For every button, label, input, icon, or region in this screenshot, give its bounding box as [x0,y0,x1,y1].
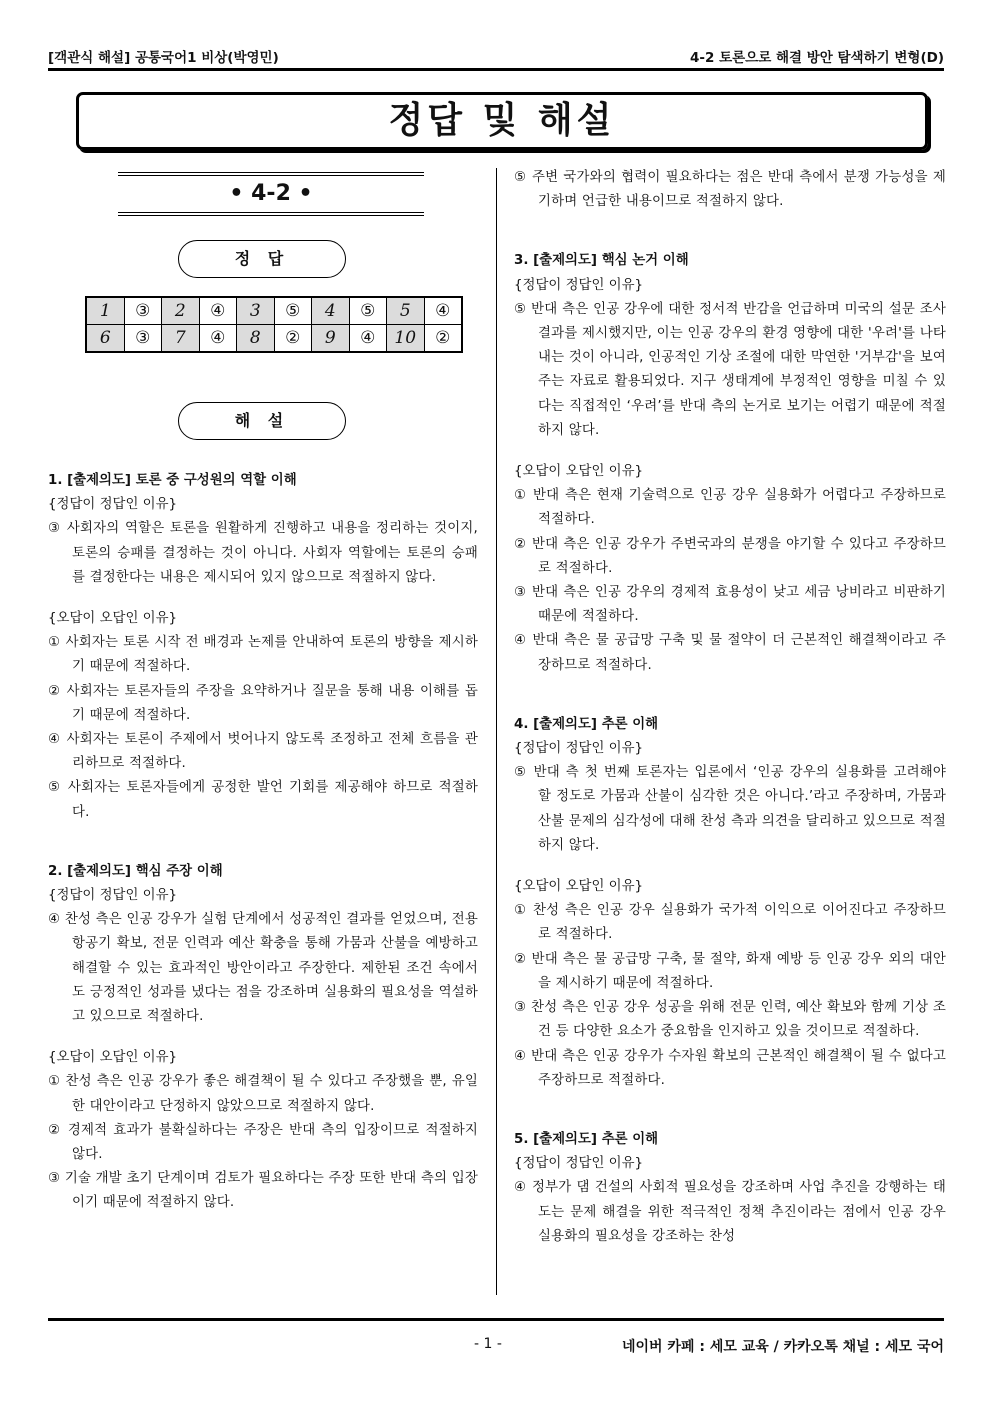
q2-correct-label: {정답이 정답인 이유} [48,888,178,904]
page-title: 정답 및 해설 [76,92,928,150]
q4-correct-label: {정답이 정답인 이유} [514,741,644,757]
question-number: 9 [312,325,350,353]
question-number: 10 [387,325,425,353]
q4-wrong-item: ② 반대 측은 물 공급망 구축, 물 절약, 화재 예방 등 인공 강우 외의 대안을 제시하기 때문에 적절하다. [514,951,946,991]
q2-wrong-item: ⑤ 주변 국가와의 협력이 필요하다는 점은 반대 측에서 분쟁 가능성을 제기하며 언급한 내용이므로 적절하지 않다. [514,170,946,210]
question-number: 5 [387,297,425,325]
q3-wrong-item: ① 반대 측은 현재 기술력으로 인공 강우 실용화가 어렵다고 주장하므로 적절하다. [514,488,946,528]
q3-correct-item: ⑤ 반대 측은 인공 강우에 대한 정서적 반감을 언급하며 미국의 설문 조사 결과를 제시했지만, 이는 인공 강우의 환경 영향에 대한 '우려'를 나타내는 것이 아니라, 인공적인 기상 조절에 대한 막연한 '거부감'을 보여주는 자료로 활용되었다. 지구 생태계에 부정적인 영향을 미칠 수 있다는 직접적인 ‘우려’를 반대 측의 논거로 보기는 어렵기 때문에 적절하지 않다. [514,301,946,438]
q1-correct-label: {정답이 정답인 이유} [48,497,178,513]
question-number: 1 [86,297,124,325]
question-number: 8 [237,325,275,353]
section-heading [118,172,424,216]
answer-value: ④ [349,325,387,353]
q3-wrong-item: ④ 반대 측은 물 공급망 구축 및 물 절약이 더 근본적인 해결책이라고 주장하므로 적절하다. [514,633,946,673]
q2-correct-item: ④ 찬성 측은 인공 강우가 실험 단계에서 성공적인 결과를 얻었으며, 전용 항공기 확보, 전문 인력과 예산 확충을 통해 가뭄과 산불을 예방하고 해결할 수 있는 효과적인 방안이라고 주장한다. 제한된 조건 속에서도 긍정적인 성과를 냈다는 점을 강조하며 실용화의 필요성을 역설하고 있으므로 적절하다. [48,912,478,1025]
question-number: 4 [312,297,350,325]
answer-value: ② [274,325,312,353]
answer-table [85,296,463,353]
answer-value: ⑤ [274,297,312,325]
header-subject: [객관식 해설] 공통국어1 비상(박영민) [48,50,279,66]
q1-title: 1. [출제의도] 토론 중 구성원의 역할 이해 [48,473,297,488]
footer-divider [48,1318,944,1321]
answer-row [86,325,462,353]
q2-wrong-label: {오답이 오답인 이유} [48,1050,178,1066]
q4-wrong-item: ④ 반대 측은 인공 강우가 수자원 확보의 근본적인 해결책이 될 수 없다고 주장하므로 적절하다. [514,1048,946,1088]
q4-correct-item: ⑤ 반대 측 첫 번째 토론자는 입론에서 ‘인공 강우의 실용화를 고려해야 할 정도로 가뭄과 산불이 심각한 것은 아니다.’라고 주장하며, 가뭄과 산불 문제의 심각성에 대해 찬성 측과 의견을 달리하고 있으므로 적절하지 않다. [514,765,946,853]
q1-wrong-item: ⑤ 사회자는 토론자들에게 공정한 발언 기회를 제공해야 하므로 적절하다. [48,780,478,820]
right-column [514,166,946,1249]
q3-correct-label: {정답이 정답인 이유} [514,277,644,293]
q2-wrong-item: ② 경제적 효과가 불확실하다는 주장은 반대 측의 입장이므로 적절하지 않다. [48,1122,478,1163]
explanation-label: 해 설 [178,402,346,440]
answer-label: 정 답 [178,240,346,278]
q1-correct-item: ③ 사회자의 역할은 토론을 원활하게 진행하고 내용을 정리하는 것이지, 토론의 승패를 결정하는 것이 아니다. 사회자 역할에는 토론의 승패를 결정한다는 내용은 제시되어 있지 않으므로 적절하지 않다. [48,521,478,585]
question-number: 2 [162,297,200,325]
answer-value: ③ [124,325,162,353]
q1-wrong-item: ① 사회자는 토론 시작 전 배경과 논제를 안내하여 토론의 방향을 제시하기 때문에 적절하다. [48,635,478,675]
q5-correct-item: ④ 정부가 댐 건설의 사회적 필요성을 강조하며 사업 추진을 강행하는 태도는 문제 해결을 위한 적극적인 정책 추진이라는 점에서 인공 강우 실용화의 필요성을 강조하는 찬성 [514,1180,946,1244]
q3-wrong-label: {오답이 오답인 이유} [514,464,644,480]
answer-value: ② [424,325,462,353]
section-number: • 4-2 • [229,181,313,206]
answer-value: ④ [199,297,237,325]
question-number: 7 [162,325,200,353]
q4-wrong-label: {오답이 오답인 이유} [514,879,644,895]
page-header [48,42,944,64]
header-unit: 4-2 토론으로 해결 방안 탐색하기 변형(D) [689,50,944,66]
q5-correct-label: {정답이 정답인 이유} [514,1156,644,1172]
q1-wrong-item: ④ 사회자는 토론이 주제에서 벗어나지 않도록 조정하고 전체 흐름을 관리하므로 적절하다. [48,732,478,772]
answer-value: ③ [124,297,162,325]
header-divider [48,68,944,71]
q3-wrong-item: ③ 반대 측은 인공 강우의 경제적 효용성이 낮고 세금 낭비라고 비판하기 때문에 적절하다. [514,585,946,625]
q3-wrong-item: ② 반대 측은 인공 강우가 주변국과의 분쟁을 야기할 수 있다고 주장하므로 적절하다. [514,536,946,576]
q2-wrong-item: ① 찬성 측은 인공 강우가 좋은 해결책이 될 수 있다고 주장했을 뿐, 유일한 대안이라고 단정하지 않았으므로 적절하지 않다. [48,1074,478,1114]
page-number: - 1 - [474,1336,502,1352]
q4-wrong-item: ① 찬성 측은 인공 강우 실용화가 국가적 이익으로 이어진다고 주장하므로 적절하다. [514,903,946,943]
q4-wrong-item: ③ 찬성 측은 인공 강우 성공을 위해 전문 인력, 예산 확보와 함께 기상 조건 등 다양한 요소가 중요함을 인지하고 있을 것이므로 적절하다. [514,1000,946,1040]
q1-wrong-label: {오답이 오답인 이유} [48,611,178,627]
q2-wrong-item: ③ 기술 개발 초기 단계이며 검토가 필요하다는 주장 또한 반대 측의 입장이기 때문에 적절하지 않다. [48,1171,478,1211]
footer-channels: 네이버 카페 : 세모 교육 / 카카오톡 채널 : 세모 국어 [621,1339,944,1355]
answer-value: ④ [199,325,237,353]
q2-title: 2. [출제의도] 핵심 주장 이해 [48,863,223,879]
answer-value: ⑤ [349,297,387,325]
left-column [48,469,478,1216]
answer-row [86,297,462,325]
question-number: 3 [237,297,275,325]
question-number: 6 [86,325,124,353]
q4-title: 4. [출제의도] 추론 이해 [514,716,659,732]
q1-wrong-item: ② 사회자는 토론자들의 주장을 요약하거나 질문을 통해 내용 이해를 돕기 때문에 적절하다. [48,683,478,723]
column-divider [496,168,497,1295]
q3-title: 3. [출제의도] 핵심 논거 이해 [514,253,689,269]
q5-title: 5. [출제의도] 추론 이해 [514,1131,659,1147]
answer-value: ④ [424,297,462,325]
